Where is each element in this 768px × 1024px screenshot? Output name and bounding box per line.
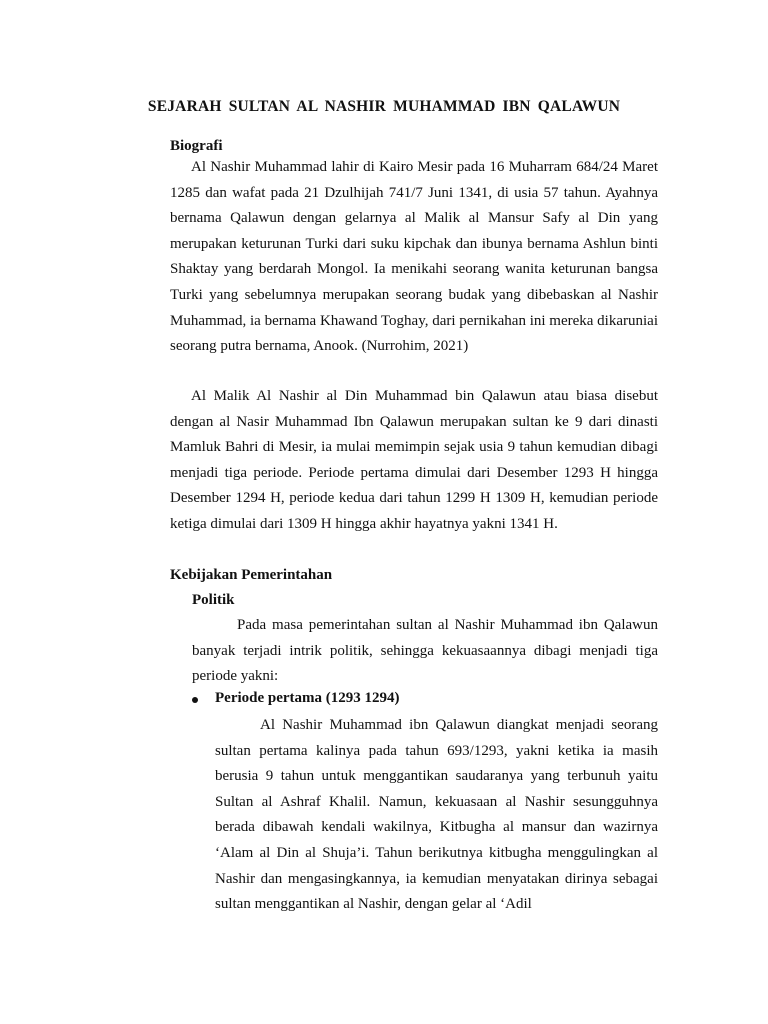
- bullet-text-periode-pertama: Al Nashir Muhammad ibn Qalawun diangkat menjadi seorang sultan pertama kalinya pada tahun 693/1293, yakni ketika ia masih berusia 9 tahun untuk menggantikan saudaranya yang terbunuh yaitu Sultan al Ashraf Khalil. Namun, kekuasaan al Nashir sesungguhnya berada dibawah kendali wakilnya, Kitbugha al mansur dan wazirnya ‘Alam al Din al Shuja’i. Tahun berikutnya kitbugha menggulingkan al Nashir dan mengasingkannya, ia kemudian menyatakan dirinya sebagai sultan menggantikan al Nashir, dengan gelar al ‘Adil: [215, 717, 658, 913]
- biografi-paragraph-1: Al Nashir Muhammad lahir di Kairo Mesir pada 16 Muharram 684/24 Maret 1285 dan wafat pada 21 Dzulhijah 741/7 Juni 1341, di usia 57 tahun. Ayahnya bernama Qalawun dengan gelarnya al Malik al Mansur Safy al Din yang merupakan keturunan Turki dari suku kipchak dan ibunya bernama Ashlun binti Shaktay yang berdarah Mongol. Ia menikahi seorang wanita keturunan bangsa Turki yang sebelumnya merupakan seorang budak yang dibebaskan al Nashir Muhammad, ia bernama Khawand Toghay, dari pernikahan ini mereka dikaruniai seorang putra bernama, Anook. (Nurrohim, 2021): [170, 159, 658, 355]
- section-heading-biografi: Biografi: [170, 138, 223, 154]
- document-title: SEJARAH SULTAN AL NASHIR MUHAMMAD IBN QALAWUN: [147, 98, 621, 115]
- subheading-politik: Politik: [192, 592, 235, 608]
- biografi-paragraph-2: Al Malik Al Nashir al Din Muhammad bin Qalawun atau biasa disebut dengan al Nasir Muhammad Ibn Qalawun merupakan sultan ke 9 dari dinasti Mamluk Bahri di Mesir, ia mulai memimpin sejak usia 9 tahun kemudian dibagi menjadi tiga periode. Periode pertama dimulai dari Desember 1293 H hingga Desember 1294 H, periode kedua dari tahun 1299 H 1309 H, kemudian periode ketiga dimulai dari 1309 H hingga akhir hayatnya yakni 1341 H.: [170, 388, 658, 532]
- bullet-icon: [192, 697, 198, 703]
- bullet-label-periode-pertama: Periode pertama (1293 1294): [215, 690, 400, 706]
- politik-paragraph: Pada masa pemerintahan sultan al Nashir Muhammad ibn Qalawun banyak terjadi intrik politik, sehingga kekuasaannya dibagi menjadi tiga periode yakni:: [192, 617, 658, 685]
- section-heading-kebijakan: Kebijakan Pemerintahan: [170, 567, 333, 583]
